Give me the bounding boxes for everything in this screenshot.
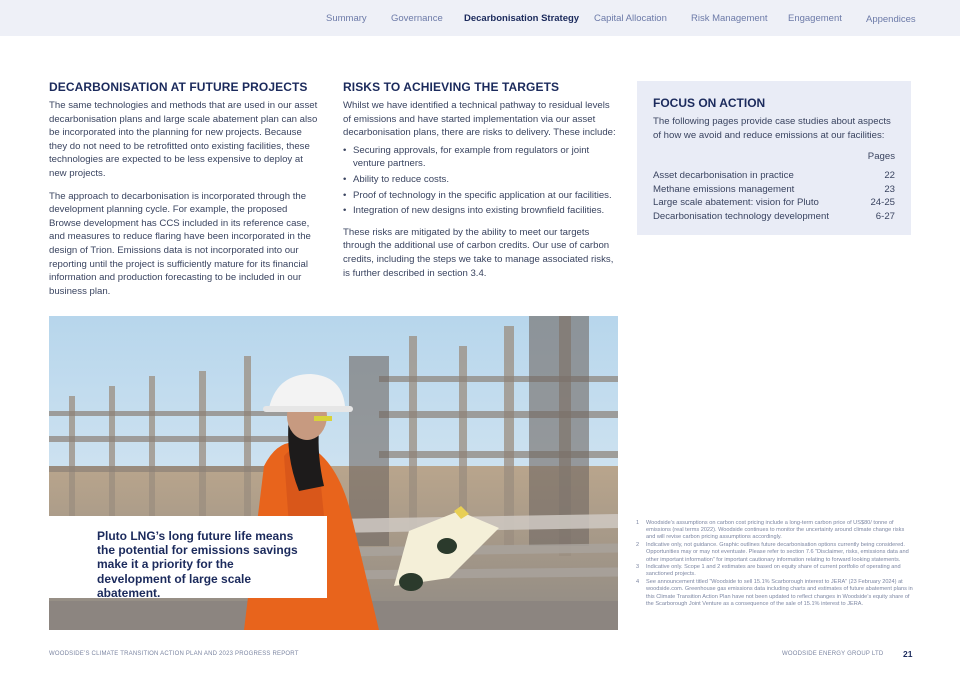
pages-column-header: Pages (867, 151, 895, 163)
panel-intro: The following pages provide case studies about aspects of how we avoid and reduce emissions at our facilities: (653, 116, 891, 141)
case-study-pages: 24-25 (870, 197, 895, 209)
list-item: • Proof of technology in the specific application at our facilities. (343, 189, 618, 203)
case-study-title: Large scale abatement: vision for Pluto (653, 197, 819, 209)
case-study-pages: 23 (884, 183, 895, 195)
top-navigation (0, 0, 960, 36)
case-study-link[interactable] (653, 196, 895, 210)
case-study-title: Asset decarbonisation in practice (653, 170, 794, 182)
footnote (636, 564, 914, 578)
nav-engagement[interactable]: Engagement (788, 13, 842, 24)
section-heading: RISKS TO ACHIEVING THE TARGETS (343, 80, 560, 94)
risk-list (343, 144, 618, 218)
nav-appendices[interactable]: Appendices (866, 14, 916, 25)
nav-capital-allocation[interactable]: Capital Allocation (594, 13, 667, 24)
footnote-number: 4 (636, 579, 640, 586)
footnote-number: 3 (636, 564, 640, 571)
risks-section (343, 80, 618, 289)
footnote-number: 2 (636, 542, 640, 549)
footnotes (636, 520, 914, 608)
focus-on-action-panel (637, 81, 911, 235)
paragraph: These risks are mitigated by the ability to meet our targets through the additional use of carbon credits. Our use of carbon credits, including the steps we take to manage associated risks, is further described in section 3.4. (343, 226, 614, 279)
list-item: • Ability to reduce costs. (343, 173, 618, 187)
case-study-link[interactable] (653, 183, 895, 197)
footnote (636, 579, 914, 608)
page-number: 21 (903, 649, 913, 659)
paragraph: The same technologies and methods that are used in our asset decarbonisation plans and large scale abatement plan can also be incorporated into the planning for new projects. Because they do not need to be retrofitted onto existing facilities, these technologies are expected to be less expensive to deploy at new projects. (49, 100, 318, 179)
footnote (636, 520, 914, 542)
footnote-text: Woodside’s assumptions on carbon cost pricing include a long-term carbon price of US$80/ tonne of emissions (real terms 2022). Woodside continues to monitor the uncertainty around climate change risks and will revise carbon pricing assumptions accordingly. (646, 520, 905, 541)
report-title-footer: WOODSIDE’S CLIMATE TRANSITION ACTION PLAN AND 2023 PROGRESS REPORT (49, 651, 299, 657)
list-item: • Securing approvals, for example from regulators or joint venture partners. (343, 144, 618, 171)
panel-heading: FOCUS ON ACTION (653, 96, 766, 110)
case-study-pages: 22 (884, 170, 895, 182)
list-item: • Integration of new designs into existing brownfield facilities. (343, 204, 618, 218)
footnote-text: See announcement titled “Woodside to sell 15.1% Scarborough interest to JERA” (23 February 2024) at woodside.com. Greenhouse gas emissions data including charts and estimates of future abatement plans in this Climate Transition Action Plan have not been updated to reflect changes in Woodside’s equity share of the Scarborough Joint Venture as a consequence of the sale of 15.1% interest to JERA. (646, 579, 913, 607)
nav-risk-management[interactable]: Risk Management (691, 13, 768, 24)
case-study-pages: 6-27 (875, 210, 895, 222)
case-study-link[interactable] (653, 169, 895, 183)
paragraph: The approach to decarbonisation is incorporated through the development planning cycle. For example, the proposed Browse development has CCS included in its reference case, and measures to reduce flaring have been incorporated in the design of Trion. Emissions data is not incorporated into our reporting until the project is sufficiently mature for its financial information and production forecasting to be included in our business plan. (49, 190, 311, 297)
future-projects-section (49, 80, 321, 307)
section-heading: DECARBONISATION AT FUTURE PROJECTS (49, 80, 308, 94)
footnote (636, 542, 914, 564)
case-study-link[interactable] (653, 210, 895, 224)
footnote-text: Indicative only. Scope 1 and 2 estimates are based on equity share of current portfolio of operating and sanctioned projects. (646, 564, 901, 578)
footnote-number: 1 (636, 520, 640, 526)
footnote-text: Indicative only, not guidance. Graphic outlines future decarbonisation options currently being considered. Opportunities may or may not eventuate. Please refer to section 7.6 “Disclaimer, risks, emissions data and other important information” for important cautionary information relating to forward looking statements. (646, 542, 909, 563)
pull-quote-text: Pluto LNG’s long future life means the potential for emissions savings make it a priority for the development of large scale abatement. (97, 529, 298, 600)
nav-governance[interactable]: Governance (391, 13, 443, 24)
nav-decarbonisation-strategy[interactable]: Decarbonisation Strategy (464, 13, 580, 24)
case-study-title: Methane emissions management (653, 183, 795, 195)
paragraph: Whilst we have identified a technical pathway to residual levels of emissions and have started implementation via our asset decarbonisation plans, there are risks to delivery. These include: (343, 100, 616, 139)
pull-quote (49, 516, 327, 598)
nav-summary[interactable]: Summary (326, 13, 367, 24)
company-name-footer: WOODSIDE ENERGY GROUP LTD (782, 651, 884, 657)
case-study-title: Decarbonisation technology development (653, 210, 829, 222)
